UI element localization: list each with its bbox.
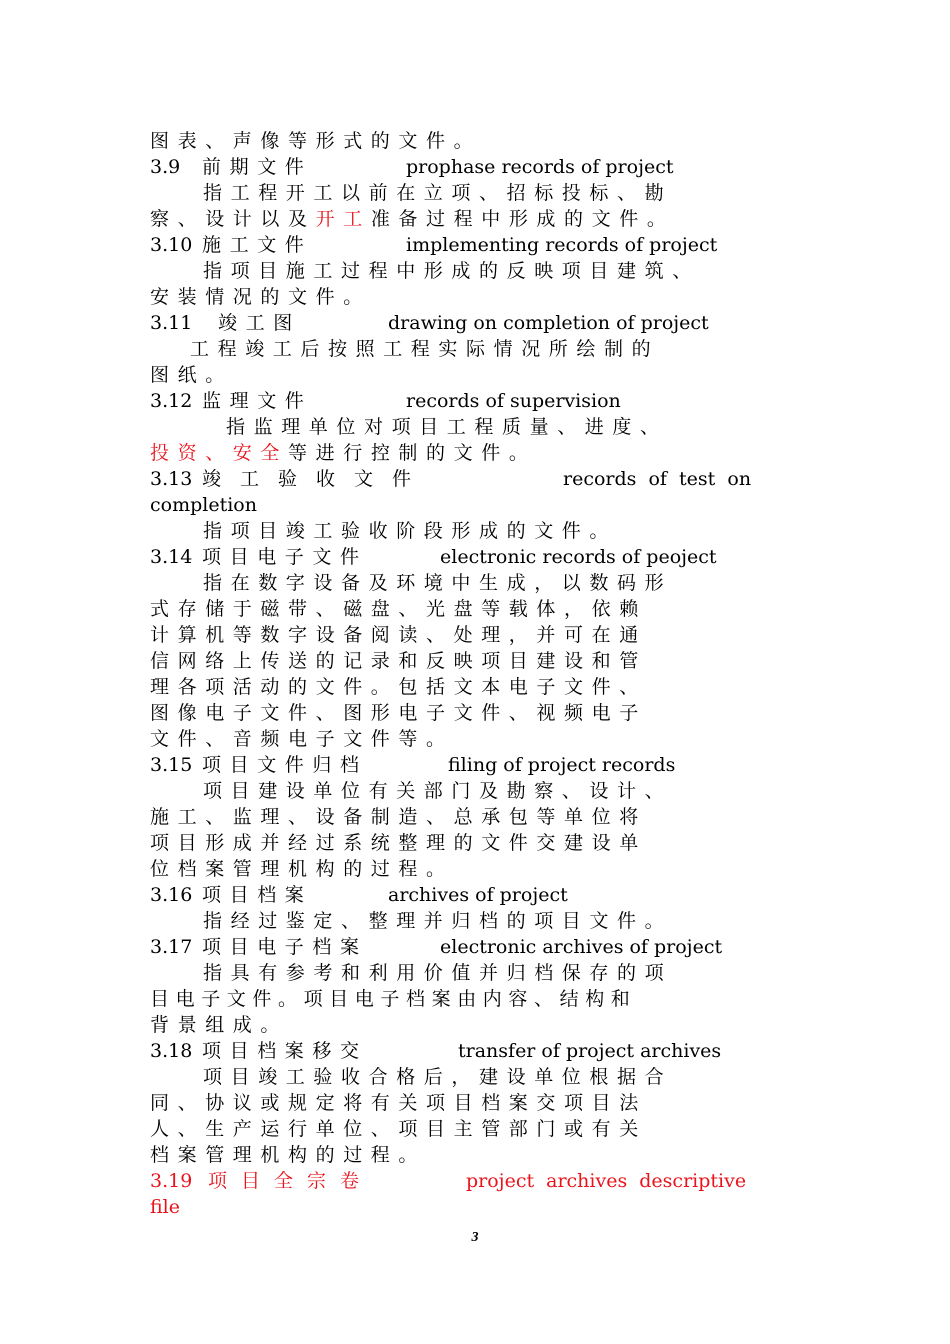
term-heading-3-17 — [150, 934, 790, 960]
text-line — [150, 440, 790, 466]
term-number: 3.19 — [150, 1170, 193, 1192]
term-english: archives of project — [388, 884, 568, 906]
text-line — [150, 830, 790, 856]
term-number: 3.16 — [150, 884, 193, 906]
text-line — [150, 804, 790, 830]
line-text: 信网络上传送的记录和反映项目建设和管 — [150, 650, 647, 672]
term-english: records of supervision — [406, 390, 621, 412]
text-line — [150, 414, 790, 440]
text-line — [150, 1012, 790, 1038]
text-line — [150, 492, 790, 518]
term-heading-3-9 — [150, 154, 790, 180]
line-text: 项目建设单位有关部门及勘察、设计、 — [203, 780, 673, 802]
line-text: 文件、音频电子文件等。 — [150, 728, 454, 750]
term-number: 3.11 — [150, 312, 193, 334]
text-line — [150, 674, 790, 700]
term-heading-3-18 — [150, 1038, 790, 1064]
term-english: prophase records of project — [406, 156, 674, 178]
term-number: 3.15 — [150, 754, 193, 776]
term-number: 3.12 — [150, 390, 193, 412]
term-chinese: 项目电子档案 — [202, 936, 368, 958]
term-english: project archives descriptive — [466, 1170, 747, 1192]
term-english: electronic records of peoject — [440, 546, 717, 568]
line-text: 档案管理机构的过程。 — [150, 1144, 427, 1166]
highlighted-text: 投资、安全 — [150, 442, 289, 464]
highlighted-text: 开工 — [315, 208, 371, 230]
term-heading-3-13 — [150, 466, 790, 492]
text-line — [150, 908, 790, 934]
page-number: 3 — [471, 1230, 479, 1245]
text-line — [150, 622, 790, 648]
term-chinese: 前期文件 — [202, 156, 313, 178]
text-line — [150, 778, 790, 804]
text-line — [150, 648, 790, 674]
text-line — [150, 856, 790, 882]
term-chinese: 项目档案 — [202, 884, 313, 906]
term-chinese: 项目全宗卷 — [208, 1170, 374, 1192]
term-english: electronic archives of project — [440, 936, 723, 958]
term-number: 3.13 — [150, 468, 193, 490]
term-chinese: 竣工验收文件 — [202, 468, 431, 490]
text-line — [150, 284, 790, 310]
line-text: 工程竣工后按照工程实际情况所绘制的 — [190, 338, 660, 360]
line-text: 背景组成。 — [150, 1014, 289, 1036]
line-text: 位档案管理机构的过程。 — [150, 858, 454, 880]
line-text: 指项目施工过程中形成的反映项目建筑、 — [203, 260, 700, 282]
term-english: filing of project records — [448, 754, 676, 776]
term-chinese: 竣工图 — [218, 312, 301, 334]
term-heading-3-10 — [150, 232, 790, 258]
term-english: drawing on completion of project — [388, 312, 709, 334]
line-text: 理各项活动的文件。包括文本电子文件、 — [150, 676, 647, 698]
page-body — [150, 128, 790, 1220]
line-text: 等进行控制的文件。 — [288, 442, 537, 464]
line-text: 项目形成并经过系统整理的文件交建设单 — [150, 832, 647, 854]
line-text: 项目竣工验收合格后，建设单位根据合 — [203, 1066, 673, 1088]
line-text: 安装情况的文件。 — [150, 286, 371, 308]
term-chinese: 施工文件 — [202, 234, 313, 256]
term-heading-3-12 — [150, 388, 790, 414]
text-line — [150, 336, 790, 362]
text-line — [150, 258, 790, 284]
line-text: 图纸。 — [150, 364, 233, 386]
text-line — [150, 960, 790, 986]
line-text: 同、协议或规定将有关项目档案交项目法 — [150, 1092, 647, 1114]
term-number: 3.10 — [150, 234, 193, 256]
term-heading-3-11 — [150, 310, 790, 336]
term-chinese: 项目档案移交 — [202, 1040, 368, 1062]
line-text: 指经过鉴定、整理并归档的项目文件。 — [203, 910, 673, 932]
term-english: transfer of project archives — [458, 1040, 722, 1062]
text-line — [150, 986, 790, 1012]
term-heading-3-15 — [150, 752, 790, 778]
line-text: 图表、声像等形式的文件。 — [150, 130, 482, 152]
term-heading-3-14 — [150, 544, 790, 570]
line-text: 指具有参考和利用价值并归档保存的项 — [203, 962, 673, 984]
term-chinese: 项目文件归档 — [202, 754, 368, 776]
text-line — [150, 518, 790, 544]
line-text: 准备过程中形成的文件。 — [370, 208, 675, 230]
line-text: 目电子文件。项目电子档案由内容、结构和 — [150, 988, 637, 1010]
line-text: 指工程开工以前在立项、招标投标、勘 — [203, 182, 673, 204]
text-line — [150, 1142, 790, 1168]
text-line — [150, 128, 790, 154]
text-line — [150, 726, 790, 752]
line-text: 指监理单位对项目工程质量、进度、 — [226, 416, 668, 438]
text-line — [150, 1194, 790, 1220]
line-text: 察、设计以及 — [150, 208, 316, 230]
term-english: implementing records of project — [406, 234, 718, 256]
line-text: 指在数字设备及环境中生成，以数码形 — [203, 572, 673, 594]
line-text: 指项目竣工验收阶段形成的文件。 — [203, 520, 618, 542]
term-number: 3.17 — [150, 936, 193, 958]
term-number: 3.18 — [150, 1040, 193, 1062]
text-line — [150, 362, 790, 388]
line-text: completion — [150, 494, 257, 516]
term-english: records of test on — [563, 468, 752, 490]
text-line — [150, 700, 790, 726]
line-text: 图像电子文件、图形电子文件、视频电子 — [150, 702, 647, 724]
line-text: 人、生产运行单位、项目主管部门或有关 — [150, 1118, 647, 1140]
text-line — [150, 206, 790, 232]
text-line — [150, 180, 790, 206]
term-heading-3-19 — [150, 1168, 790, 1194]
term-number: 3.9 — [150, 156, 181, 178]
term-chinese: 监理文件 — [202, 390, 313, 412]
line-text: 式存储于磁带、磁盘、光盘等载体，依赖 — [150, 598, 647, 620]
term-number: 3.14 — [150, 546, 193, 568]
text-line — [150, 1090, 790, 1116]
text-line — [150, 1064, 790, 1090]
text-line — [150, 1116, 790, 1142]
term-heading-3-16 — [150, 882, 790, 908]
line-text: 计算机等数字设备阅读、处理，并可在通 — [150, 624, 647, 646]
line-text: 施工、监理、设备制造、总承包等单位将 — [150, 806, 647, 828]
line-text: file — [150, 1196, 180, 1218]
text-line — [150, 596, 790, 622]
term-chinese: 项目电子文件 — [202, 546, 368, 568]
text-line — [150, 570, 790, 596]
